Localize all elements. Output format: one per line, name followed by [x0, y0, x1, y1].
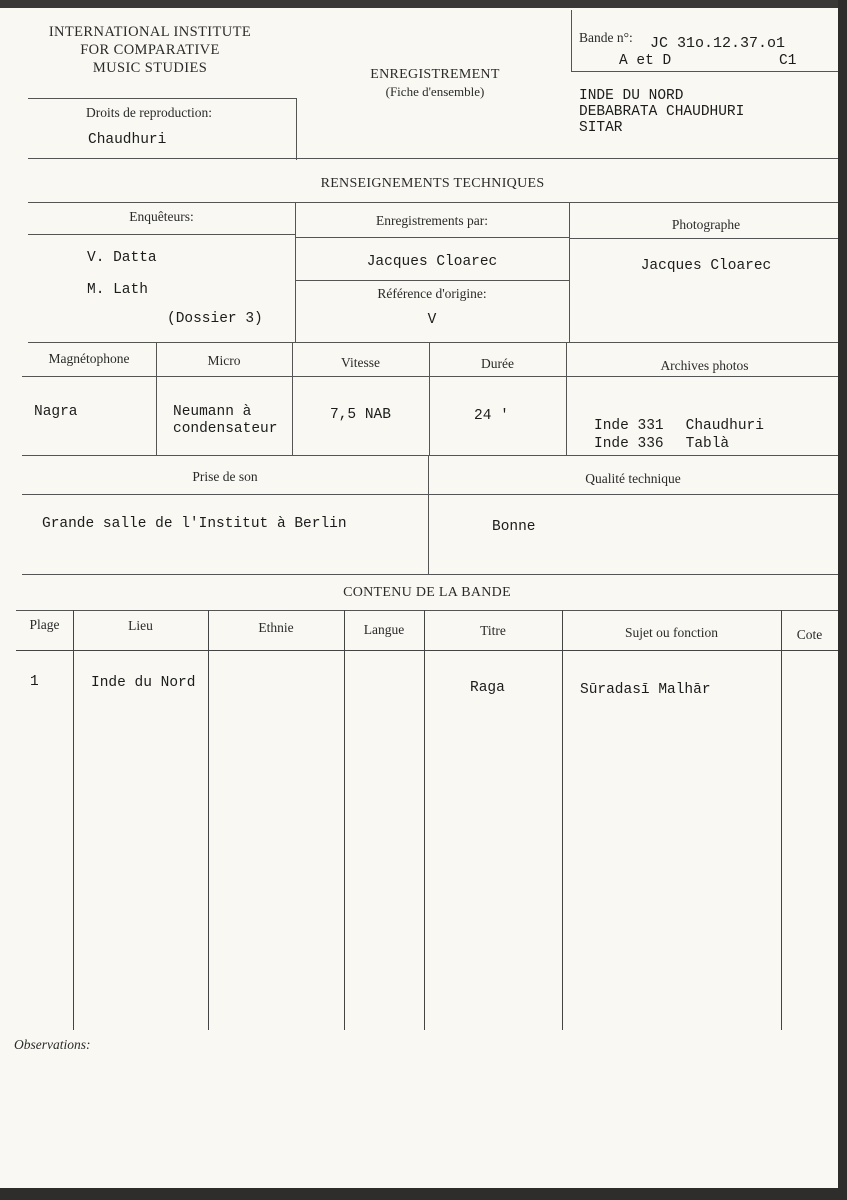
tech-section-bottom [22, 574, 843, 575]
photo-1-desc: Chaudhuri [685, 418, 764, 434]
photo-2-ref: Inde 336 [594, 436, 664, 452]
institute-line-1: INTERNATIONAL INSTITUTE [48, 24, 252, 40]
origin-ref-value: V [427, 312, 437, 328]
photo-archive-item-2 [594, 435, 764, 453]
photo-2-desc: Tablà [685, 436, 730, 452]
observations-label: Observations: [14, 1037, 91, 1052]
bande-sides: A et D [619, 53, 672, 69]
row-lieu: Inde du Nord [91, 675, 196, 691]
contents-title-underline [16, 610, 838, 611]
contents-col-divider-1 [73, 610, 74, 1030]
duration-value: 24 ' [474, 408, 509, 424]
col-header-titre: Titre [480, 623, 506, 638]
bande-label: Bande n°: [579, 30, 633, 45]
subject-region: INDE DU NORD [579, 88, 684, 104]
photo-1-ref: Inde 331 [594, 418, 664, 434]
quality-label: Qualité technique [585, 471, 681, 486]
record-sheet [0, 8, 838, 1188]
technical-section-title: RENSEIGNEMENTS TECHNIQUES [320, 176, 545, 191]
bande-box-bottom-border [571, 71, 843, 72]
photographer-label-underline [569, 238, 843, 239]
subject-instrument: SITAR [579, 120, 623, 136]
investigators-label: Enquêteurs: [129, 209, 194, 224]
form-subtitle: (Fiche d'ensemble) [385, 84, 485, 99]
micro-label: Micro [207, 353, 241, 368]
col-header-plage: Plage [29, 617, 60, 632]
subject-performer: DEBABRATA CHAUDHURI [579, 104, 745, 120]
institute-line-2: FOR COMPARATIVE [80, 42, 220, 58]
rights-value: Chaudhuri [88, 132, 167, 148]
photo-archive-list [594, 417, 764, 453]
speed-value: 7,5 NAB [330, 407, 391, 423]
recorded-by-label: Enregistrements par: [375, 213, 489, 228]
tech-row-separator-2 [22, 455, 843, 456]
form-title-block [345, 66, 525, 100]
tech-labels-underline-2 [22, 376, 843, 377]
row-plage: 1 [30, 674, 39, 690]
photographer-label: Photographe [671, 217, 741, 232]
col-header-langue: Langue [363, 622, 405, 637]
contents-col-divider-2 [208, 610, 209, 1030]
header-separator [28, 158, 843, 159]
scan-edge-bottom [0, 1188, 847, 1200]
rights-label: Droits de reproduction: [86, 105, 212, 120]
institute-line-3: MUSIC STUDIES [92, 60, 208, 76]
investigator-2: M. Lath [87, 282, 148, 298]
col-header-cote: Cote [796, 627, 823, 642]
photographer-value: Jacques Cloarec [640, 258, 772, 274]
contents-col-divider-3 [344, 610, 345, 1030]
recorder-label: Magnétophone [48, 351, 130, 366]
micro-value-line-1: Neumann à [173, 404, 252, 420]
bande-box-left-border [571, 10, 572, 72]
sound-quality-underline [22, 494, 843, 495]
quality-value: Bonne [492, 519, 536, 535]
origin-ref-divider [295, 280, 569, 281]
photo-archive-item-1 [594, 417, 764, 435]
institute-name [20, 23, 280, 77]
recorder-value: Nagra [34, 404, 78, 420]
technical-title-underline [28, 202, 843, 203]
rights-box-right-border [296, 98, 297, 160]
rights-box-top-border [28, 98, 297, 99]
row-sujet: Sūradasī Malhār [580, 682, 711, 698]
recorded-by-label-underline [295, 237, 569, 238]
contents-header-underline [16, 650, 838, 651]
recorded-by-value: Jacques Cloarec [366, 254, 498, 270]
subject-block [579, 88, 744, 136]
micro-value-line-2: condensateur [173, 421, 278, 437]
photo-archive-label: Archives photos [660, 358, 749, 373]
scan-edge-right [838, 0, 847, 1200]
row-titre: Raga [470, 680, 505, 696]
bande-code: C1 [779, 53, 797, 69]
col-header-ethnie: Ethnie [258, 620, 294, 635]
investigator-1: V. Datta [87, 250, 157, 266]
contents-col-divider-5 [562, 610, 563, 1030]
origin-ref-label: Référence d'origine: [377, 286, 487, 301]
investigators-label-underline [28, 234, 295, 235]
contents-col-divider-6 [781, 610, 782, 1030]
contents-col-divider-4 [424, 610, 425, 1030]
duration-label: Durée [481, 356, 514, 371]
bande-number: JC 31o.12.37.o1 [650, 35, 786, 52]
tech-row-separator-1 [28, 342, 843, 343]
sound-location: Grande salle de l'Institut à Berlin [42, 516, 347, 532]
col-header-lieu: Lieu [128, 618, 153, 633]
speed-label: Vitesse [341, 355, 380, 370]
dossier-ref: (Dossier 3) [167, 311, 263, 327]
contents-section-title: CONTENU DE LA BANDE [343, 585, 511, 600]
col-header-sujet: Sujet ou fonction [625, 625, 718, 640]
sound-label: Prise de son [192, 469, 258, 484]
form-title: ENREGISTREMENT [370, 67, 500, 82]
micro-value [173, 404, 277, 438]
